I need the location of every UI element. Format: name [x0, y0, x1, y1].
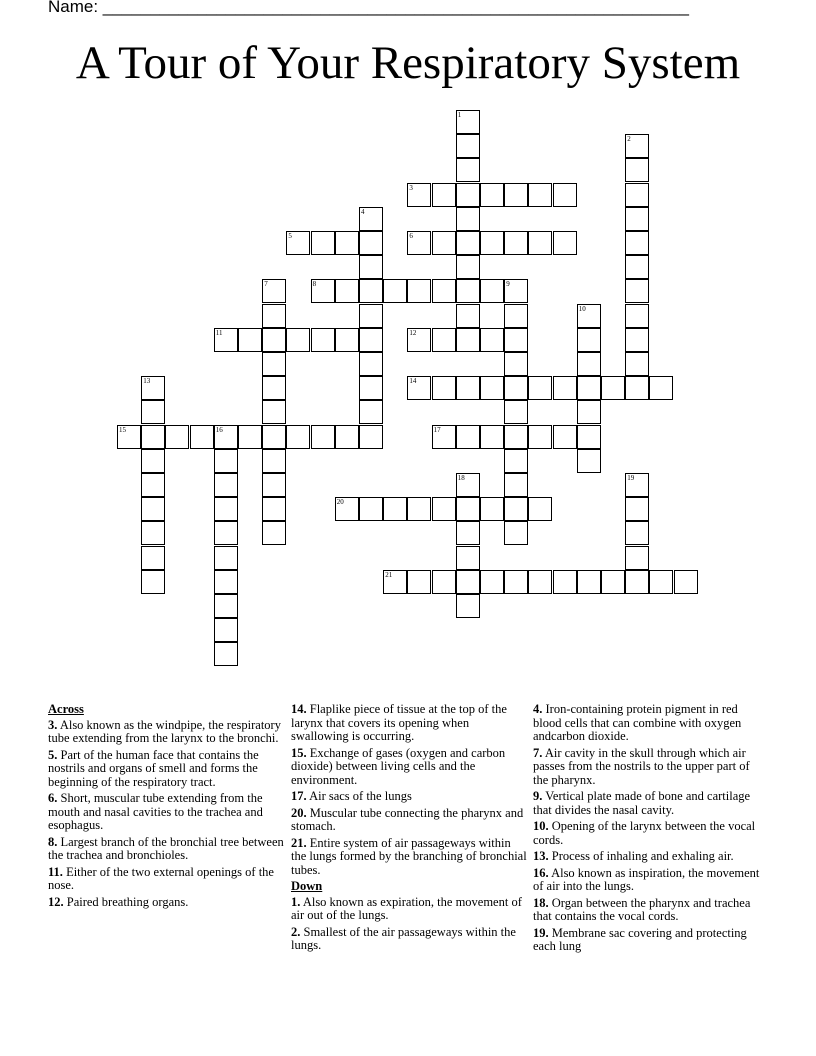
across-clue [48, 719, 288, 746]
grid-cell[interactable] [407, 570, 431, 594]
clue-number: 2 [627, 135, 631, 144]
clue-text: Entire system of air passageways within the lungs formed by the branching of bronchial tubes. [291, 835, 527, 877]
clue-number: 1 [457, 111, 462, 119]
grid-cell[interactable] [625, 304, 649, 328]
across-clue [291, 837, 527, 878]
grid-cell[interactable] [456, 134, 480, 158]
grid-cell[interactable] [625, 376, 649, 400]
clue-label: 18. [533, 895, 549, 910]
grid-cell[interactable] [625, 352, 649, 376]
grid-cell[interactable] [577, 400, 601, 424]
grid-cell[interactable] [262, 473, 286, 497]
grid-cell[interactable] [359, 255, 383, 279]
grid-cell[interactable] [359, 376, 383, 400]
down-clue [291, 926, 527, 953]
clues-column-2 [291, 703, 527, 956]
grid-cell[interactable] [141, 570, 165, 594]
clue-label: 2. [291, 924, 301, 939]
grid-cell[interactable] [141, 425, 165, 449]
grid-cell[interactable] [504, 521, 528, 545]
grid-cell[interactable] [625, 279, 649, 303]
grid-cell[interactable] [528, 570, 552, 594]
clue-number: 11 [215, 328, 223, 337]
grid-cell[interactable] [456, 376, 480, 400]
clue-text: Iron-containing protein pigment in red blood cells that can combine with oxygen andcarbon dioxide. [533, 702, 742, 743]
grid-cell[interactable] [528, 497, 552, 521]
grid-cell[interactable] [456, 110, 480, 134]
grid-cell[interactable] [553, 183, 577, 207]
down-clue [533, 850, 763, 864]
grid-cell[interactable] [359, 231, 383, 255]
grid-cell[interactable] [504, 473, 528, 497]
grid-cell[interactable] [190, 425, 214, 449]
grid-cell[interactable] [214, 449, 238, 473]
clue-text: Air cavity in the skull through which air passes from the nostrils to the upper part of the pharynx. [533, 745, 750, 787]
clue-text: Muscular tube connecting the pharynx and stomach. [291, 805, 524, 833]
clue-text: Largest branch of the bronchial tree between the trachea and bronchioles. [48, 834, 284, 862]
grid-cell[interactable] [141, 400, 165, 424]
grid-cell[interactable] [480, 279, 504, 303]
grid-cell[interactable] [528, 376, 552, 400]
across-clue [48, 896, 288, 910]
clue-number: 8 [312, 280, 317, 289]
clue-label: 3. [48, 717, 58, 732]
grid-cell[interactable] [141, 473, 165, 497]
grid-cell[interactable] [262, 376, 286, 400]
clue-label: 17. [291, 789, 307, 803]
clue-label: 16. [533, 865, 549, 880]
grid-cell[interactable] [286, 425, 310, 449]
grid-cell[interactable] [335, 231, 359, 255]
clue-text: Organ between the pharynx and trachea that contains the vocal cords. [533, 895, 751, 923]
grid-cell[interactable] [335, 425, 359, 449]
grid-cell[interactable] [504, 376, 528, 400]
grid-cell[interactable] [480, 376, 504, 400]
grid-cell[interactable] [141, 546, 165, 570]
grid-cell[interactable] [528, 231, 552, 255]
grid-cell[interactable] [141, 521, 165, 545]
across-clue [291, 790, 527, 804]
grid-cell[interactable] [456, 473, 480, 497]
grid-cell[interactable] [625, 473, 649, 497]
grid-cell[interactable] [504, 449, 528, 473]
name-field[interactable]: Name: ______________________________________________________________ [48, 0, 689, 16]
clue-number: 14 [409, 377, 417, 386]
grid-cell[interactable] [601, 376, 625, 400]
grid-cell[interactable] [480, 231, 504, 255]
grid-cell[interactable] [311, 279, 335, 303]
grid-cell[interactable] [553, 425, 577, 449]
clue-label: 14. [291, 702, 307, 716]
across-clue [291, 703, 527, 744]
grid-cell[interactable] [456, 231, 480, 255]
grid-cell[interactable] [480, 425, 504, 449]
clue-label: 8. [48, 834, 58, 849]
grid-cell[interactable] [480, 183, 504, 207]
grid-cell[interactable] [504, 352, 528, 376]
clue-text: Vertical plate made of bone and cartilage that divides the nasal cavity. [533, 789, 751, 817]
across-heading: Across [48, 702, 84, 716]
grid-cell[interactable] [504, 231, 528, 255]
across-clue [48, 792, 288, 833]
down-clue [533, 927, 763, 954]
clue-number: 10 [578, 304, 586, 313]
clue-text: Process of inhaling and exhaling air. [551, 849, 734, 863]
grid-cell[interactable] [359, 400, 383, 424]
clue-number: 4 [361, 207, 365, 216]
grid-cell[interactable] [407, 376, 431, 400]
grid-cell[interactable] [214, 497, 238, 521]
clue-label: 1. [291, 894, 301, 909]
grid-cell[interactable] [480, 570, 504, 594]
grid-cell[interactable] [359, 352, 383, 376]
grid-cell[interactable] [286, 231, 310, 255]
grid-cell[interactable] [577, 376, 601, 400]
grid-cell[interactable] [625, 207, 649, 231]
clue-number: 9 [506, 280, 510, 289]
grid-cell[interactable] [383, 497, 407, 521]
grid-cell[interactable] [625, 255, 649, 279]
grid-cell[interactable] [238, 425, 262, 449]
grid-cell[interactable] [456, 304, 480, 328]
clue-label: 6. [48, 791, 58, 805]
grid-cell[interactable] [214, 642, 238, 666]
grid-cell[interactable] [262, 449, 286, 473]
clue-label: 5. [48, 747, 58, 762]
grid-cell[interactable] [238, 328, 262, 352]
grid-cell[interactable] [262, 328, 286, 352]
grid-cell[interactable] [262, 279, 286, 303]
grid-cell[interactable] [625, 497, 649, 521]
grid-cell[interactable] [504, 183, 528, 207]
across-clue [291, 747, 527, 788]
grid-cell[interactable] [432, 183, 456, 207]
clue-label: 9. [533, 789, 543, 803]
grid-cell[interactable] [432, 231, 456, 255]
grid-cell[interactable] [625, 183, 649, 207]
grid-cell[interactable] [504, 304, 528, 328]
grid-cell[interactable] [214, 473, 238, 497]
grid-cell[interactable] [262, 352, 286, 376]
clue-label: 7. [533, 745, 543, 760]
clue-number: 20 [336, 498, 344, 507]
clue-number: 16 [215, 425, 223, 434]
grid-cell[interactable] [407, 279, 431, 303]
grid-cell[interactable] [456, 207, 480, 231]
grid-cell[interactable] [601, 570, 625, 594]
clue-text: Either of the two external openings of the nose. [48, 864, 274, 892]
grid-cell[interactable] [456, 594, 480, 618]
down-clue [533, 867, 763, 894]
clues-column-1 [48, 703, 288, 912]
clues-column-3 [533, 703, 763, 957]
grid-cell[interactable] [456, 497, 480, 521]
clue-text: Short, muscular tube extending from the mouth and nasal cavities to the trachea and esophagus. [48, 791, 263, 832]
grid-cell[interactable] [456, 328, 480, 352]
grid-cell[interactable] [432, 376, 456, 400]
grid-cell[interactable] [649, 570, 673, 594]
grid-cell[interactable] [625, 521, 649, 545]
grid-cell[interactable] [214, 328, 238, 352]
grid-cell[interactable] [528, 425, 552, 449]
clue-number: 5 [288, 232, 292, 240]
grid-cell[interactable] [407, 231, 431, 255]
clue-label: 13. [533, 849, 549, 863]
down-clue [533, 820, 763, 847]
grid-cell[interactable] [432, 570, 456, 594]
clue-number: 15 [119, 425, 126, 434]
grid-cell[interactable] [504, 570, 528, 594]
clue-label: 11. [48, 864, 63, 879]
grid-cell[interactable] [480, 328, 504, 352]
grid-cell[interactable] [262, 400, 286, 424]
grid-cell[interactable] [456, 158, 480, 182]
clue-text: Opening of the larynx between the vocal cords. [533, 819, 756, 847]
grid-cell[interactable] [577, 570, 601, 594]
page-title: A Tour of Your Respiratory System [75, 37, 741, 89]
down-clue [533, 747, 763, 788]
clue-number: 13 [143, 377, 151, 386]
clue-number: 6 [409, 232, 413, 240]
grid-cell[interactable] [456, 546, 480, 570]
clue-text: Also known as inspiration, the movement of air into the lungs. [533, 865, 760, 893]
grid-cell[interactable] [432, 497, 456, 521]
clue-number: 21 [385, 570, 393, 579]
grid-cell[interactable] [456, 570, 480, 594]
grid-cell[interactable] [214, 546, 238, 570]
clue-text: Also known as expiration, the movement of air out of the lungs. [291, 894, 522, 922]
grid-cell[interactable] [311, 231, 335, 255]
clue-number: 18 [457, 474, 465, 482]
clue-text: Also known as the windpipe, the respiratory tube extending from the larynx to the bronchi. [48, 717, 281, 745]
grid-cell[interactable] [649, 376, 673, 400]
grid-cell[interactable] [456, 183, 480, 207]
grid-cell[interactable] [456, 521, 480, 545]
clue-label: 12. [48, 894, 64, 909]
grid-cell[interactable] [165, 425, 189, 449]
grid-cell[interactable] [432, 279, 456, 303]
grid-cell[interactable] [577, 425, 601, 449]
clue-text: Paired breathing organs. [66, 894, 189, 909]
across-clue [48, 866, 288, 893]
grid-cell[interactable] [407, 183, 431, 207]
down-clue [533, 897, 763, 924]
grid-cell[interactable] [383, 570, 407, 594]
clue-label: 19. [533, 925, 549, 940]
across-clue [291, 807, 527, 834]
clue-number: 7 [264, 280, 268, 289]
clue-label: 10. [533, 819, 549, 833]
across-clue [48, 836, 288, 863]
grid-cell[interactable] [504, 328, 528, 352]
grid-cell[interactable] [359, 207, 383, 231]
clue-text: Smallest of the air passageways within the lungs. [291, 924, 516, 952]
grid-cell[interactable] [335, 279, 359, 303]
clue-label: 15. [291, 745, 307, 760]
grid-cell[interactable] [625, 546, 649, 570]
grid-cell[interactable] [577, 328, 601, 352]
grid-cell[interactable] [359, 304, 383, 328]
grid-cell[interactable] [553, 376, 577, 400]
grid-cell[interactable] [335, 497, 359, 521]
grid-cell[interactable] [504, 279, 528, 303]
grid-cell[interactable] [456, 255, 480, 279]
clue-text: Air sacs of the lungs [309, 789, 412, 803]
grid-cell[interactable] [407, 328, 431, 352]
grid-cell[interactable] [504, 425, 528, 449]
grid-cell[interactable] [504, 400, 528, 424]
grid-cell[interactable] [335, 328, 359, 352]
grid-cell[interactable] [553, 570, 577, 594]
grid-cell[interactable] [262, 497, 286, 521]
grid-cell[interactable] [432, 425, 456, 449]
grid-cell[interactable] [625, 328, 649, 352]
grid-cell[interactable] [528, 183, 552, 207]
grid-cell[interactable] [674, 570, 698, 594]
clue-number: 3 [409, 183, 413, 192]
grid-cell[interactable] [141, 497, 165, 521]
grid-cell[interactable] [625, 134, 649, 158]
grid-cell[interactable] [383, 279, 407, 303]
clue-label: 21. [291, 835, 307, 850]
grid-cell[interactable] [456, 425, 480, 449]
grid-cell[interactable] [553, 231, 577, 255]
grid-cell[interactable] [577, 304, 601, 328]
grid-cell[interactable] [214, 570, 238, 594]
grid-cell[interactable] [286, 328, 310, 352]
grid-cell[interactable] [311, 425, 335, 449]
grid-cell[interactable] [311, 328, 335, 352]
grid-cell[interactable] [214, 425, 238, 449]
grid-cell[interactable] [262, 425, 286, 449]
grid-cell[interactable] [214, 594, 238, 618]
grid-cell[interactable] [432, 328, 456, 352]
grid-cell[interactable] [625, 570, 649, 594]
clue-text: Membrane sac covering and protecting each lung [533, 925, 747, 953]
down-heading: Down [291, 879, 323, 893]
grid-cell[interactable] [359, 425, 383, 449]
grid-cell[interactable] [577, 449, 601, 473]
clue-number: 19 [627, 474, 635, 482]
grid-cell[interactable] [480, 497, 504, 521]
grid-cell[interactable] [625, 158, 649, 182]
grid-cell[interactable] [456, 279, 480, 303]
grid-cell[interactable] [407, 497, 431, 521]
grid-cell[interactable] [262, 521, 286, 545]
down-clue [533, 703, 763, 744]
clue-number: 12 [409, 328, 417, 337]
clue-text: Exchange of gases (oxygen and carbon dioxide) between living cells and the environment. [291, 745, 506, 787]
grid-cell[interactable] [504, 497, 528, 521]
clue-label: 20. [291, 805, 307, 820]
grid-cell[interactable] [359, 328, 383, 352]
clue-text: Part of the human face that contains the nostrils and organs of smell and forms the beginning of the respiratory tract. [48, 747, 259, 789]
grid-cell[interactable] [577, 352, 601, 376]
clue-number: 17 [433, 425, 441, 434]
grid-cell[interactable] [359, 279, 383, 303]
clue-text: Flaplike piece of tissue at the top of the larynx that covers its opening when swallowing is occurring. [291, 702, 507, 743]
grid-cell[interactable] [359, 497, 383, 521]
grid-cell[interactable] [214, 521, 238, 545]
grid-cell[interactable] [141, 449, 165, 473]
down-clue [291, 896, 527, 923]
down-clue [533, 790, 763, 817]
grid-cell[interactable] [117, 425, 141, 449]
grid-cell[interactable] [262, 304, 286, 328]
grid-cell[interactable] [141, 376, 165, 400]
across-clue [48, 749, 288, 790]
grid-cell[interactable] [625, 231, 649, 255]
grid-cell[interactable] [214, 618, 238, 642]
clue-label: 4. [533, 702, 543, 716]
